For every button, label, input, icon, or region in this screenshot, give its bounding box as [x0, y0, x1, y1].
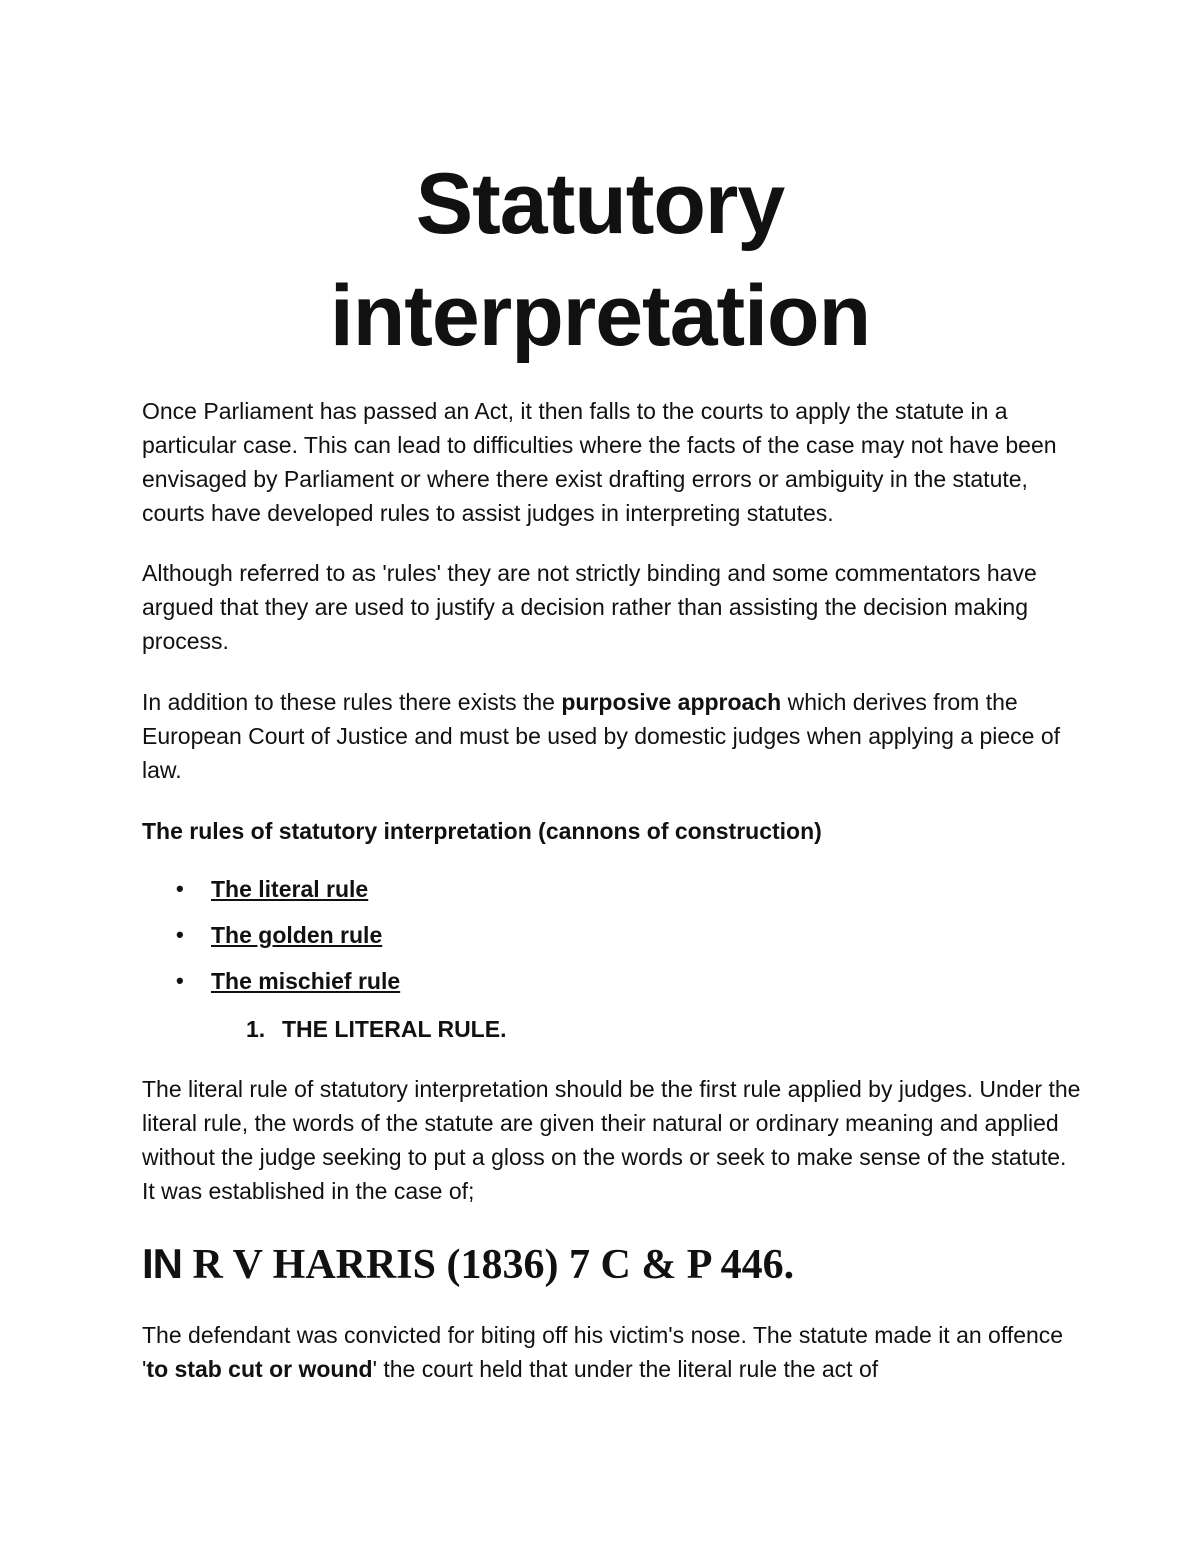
purposive-text-after: which derives from the European Court of Justice and must be used by domestic judges when applying a piece of law.	[142, 689, 1061, 783]
rules-heading: The rules of statutory interpretation (cannons of construction)	[142, 818, 822, 844]
case-paragraph	[142, 1318, 1082, 1386]
case-heading	[142, 1236, 794, 1293]
case-heading-citation: R V HARRIS (1836) 7 C & P 446.	[182, 1242, 795, 1288]
rules-note-paragraph: Although referred to as 'rules' they are not strictly binding and some commentators have argued that they are used to justify a decision rather than assisting the decision making process.	[142, 560, 1037, 654]
golden-rule-link[interactable]: The golden rule	[211, 922, 383, 948]
literal-rule-paragraph: The literal rule of statutory interpretation should be the first rule applied by judges. Under the literal rule, the words of the statute are given their natural or ordinary meaning and applied without the judge seeking to put a gloss on the words or seek to make sense of the statute. It was established in the case of;	[142, 1076, 1081, 1204]
section-heading-literal-rule	[246, 1012, 506, 1046]
bullet-icon: •	[176, 922, 184, 947]
bullet-icon: •	[176, 876, 184, 901]
section-number: 1.	[246, 1016, 266, 1042]
purposive-approach-term: purposive approach	[561, 689, 782, 715]
purposive-paragraph	[142, 685, 1082, 787]
purposive-text-before: In addition to these rules there exists the	[142, 689, 562, 715]
case-heading-prefix: IN	[142, 1240, 182, 1287]
literal-rule-link[interactable]: The literal rule	[211, 876, 369, 902]
mischief-rule-link[interactable]: The mischief rule	[211, 968, 401, 994]
document-title-line-1: Statutory	[415, 156, 785, 252]
document-title-line-2: interpretation	[329, 268, 871, 364]
case-text-before: The defendant was convicted for biting off his victim's nose. The statute made it an offence '	[142, 1322, 1064, 1382]
bullet-icon: •	[176, 968, 184, 993]
intro-paragraph: Once Parliament has passed an Act, it then falls to the courts to apply the statute in a particular case. This can lead to difficulties where the facts of the case may not have been envisaged by Parliament or where there exist drafting errors or ambiguity in the statute, courts have developed rules to assist judges in interpreting statutes.	[142, 398, 1057, 526]
section-title: THE LITERAL RULE.	[282, 1016, 507, 1042]
case-text-after: ' the court held that under the literal rule the act of	[372, 1356, 879, 1382]
case-offence-quote: to stab cut or wound	[146, 1356, 373, 1382]
